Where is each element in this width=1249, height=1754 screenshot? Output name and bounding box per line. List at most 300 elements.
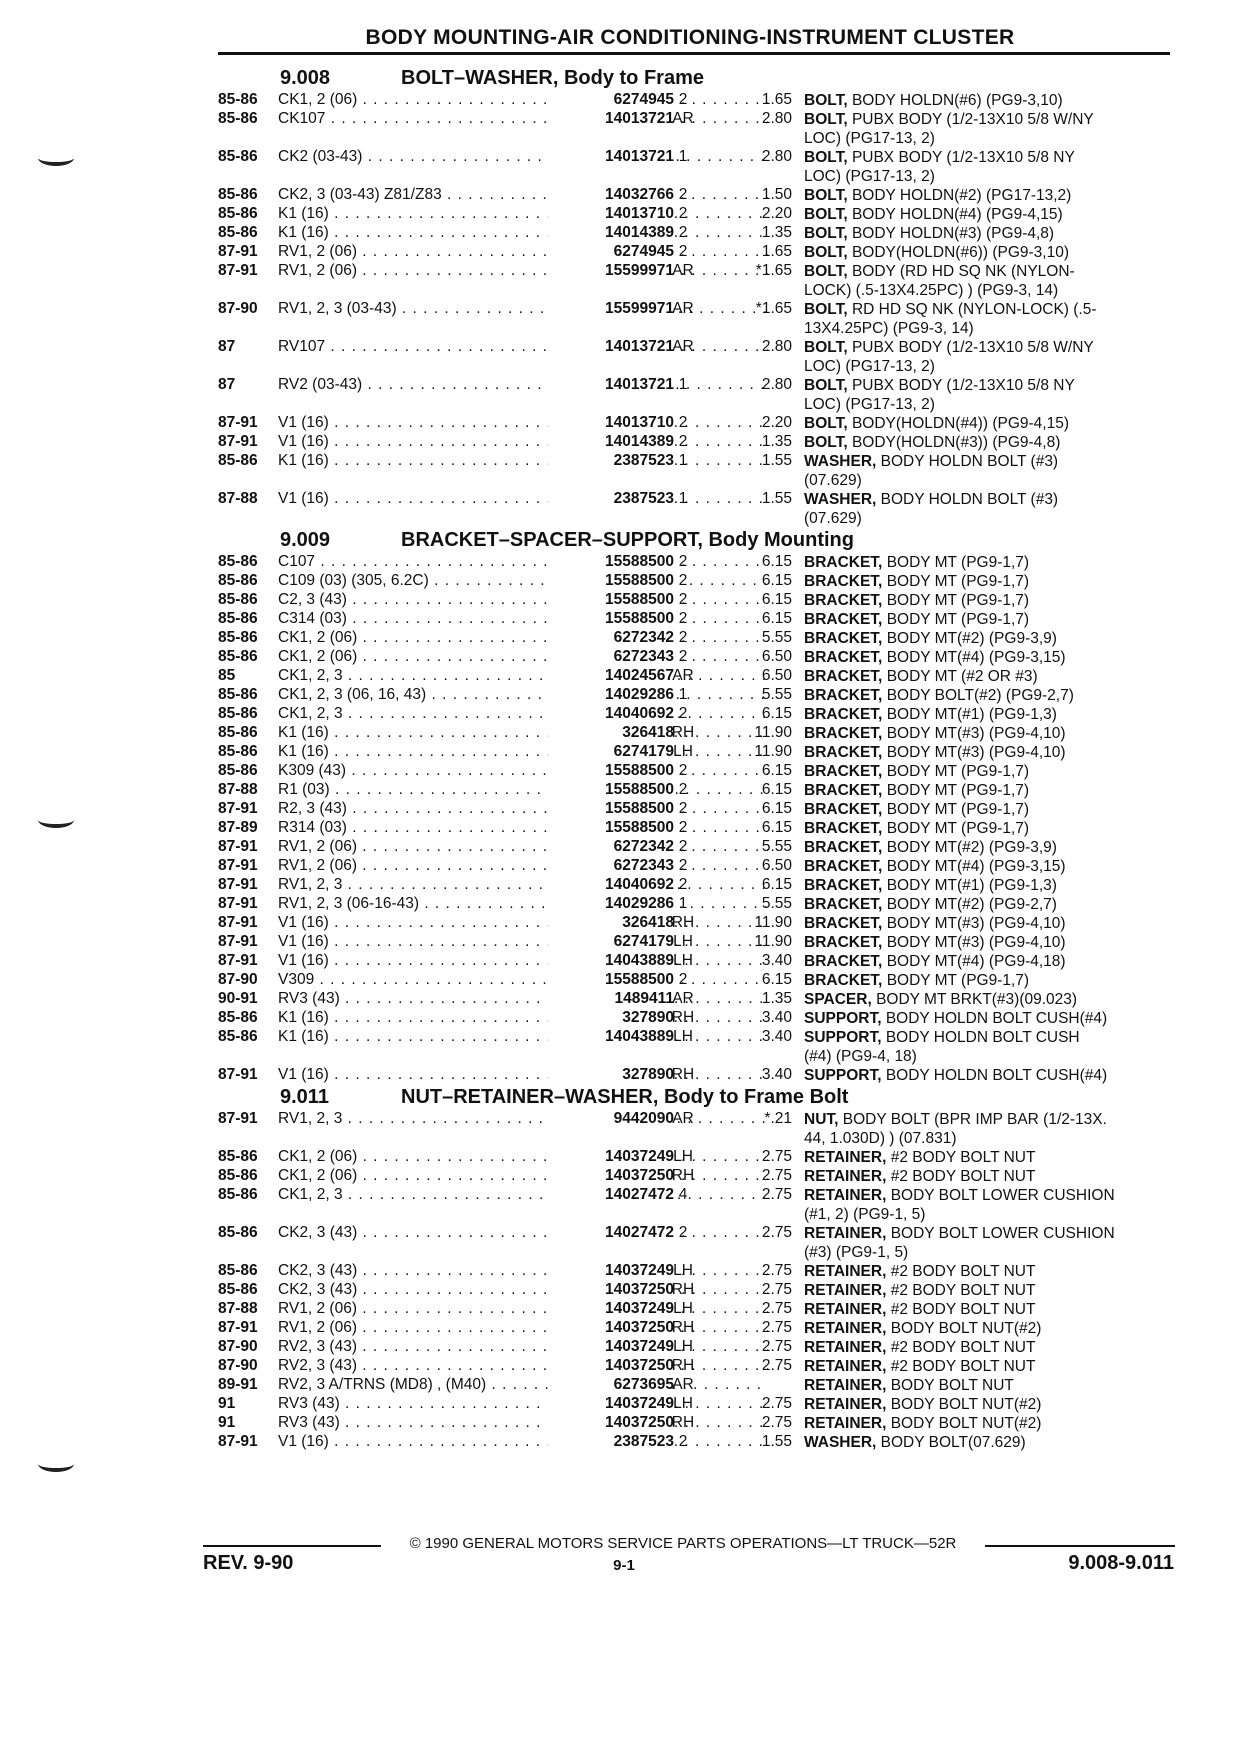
price: 1.35 xyxy=(761,224,792,241)
part-detail: BODY BOLT (BPR IMP BAR (1/2-13X. xyxy=(842,1111,1107,1128)
application: CK1, 2 (06) . . . xyxy=(278,648,768,666)
application: V309 . . . xyxy=(278,971,768,989)
application: CK1, 2, 3 . . . xyxy=(278,667,768,685)
price: 3.40 xyxy=(761,1066,792,1083)
part-name: RETAINER, xyxy=(804,1263,887,1280)
model-year: 85-86 xyxy=(218,205,258,222)
application: CK2, 3 (43) . . . xyxy=(278,1281,768,1299)
part-number: 15599971 xyxy=(548,262,674,280)
part-number: 14040692 xyxy=(548,705,674,723)
price: 1.55 xyxy=(761,1433,792,1450)
binder-hole-mark xyxy=(38,812,74,828)
part-number: 14037250 xyxy=(548,1414,674,1432)
part-name: BRACKET, xyxy=(804,915,883,932)
model-year: 87 xyxy=(218,376,236,393)
model-year: 87-90 xyxy=(218,1357,258,1374)
parts-row xyxy=(218,553,1173,572)
part-detail: BODY MT (PG9-1,7) xyxy=(886,782,1030,799)
part-detail: BODY MT(#1) (PG9-1,3) xyxy=(886,706,1057,723)
price: 6.15 xyxy=(761,591,792,608)
part-detail: BODY MT(#2) (PG9-3,9) xyxy=(886,630,1057,647)
parts-row xyxy=(218,572,1173,591)
part-detail: BODY MT(#3) (PG9-4,10) xyxy=(886,725,1066,742)
part-detail: BODY MT(#4) (PG9-4,18) xyxy=(886,953,1066,970)
part-number: 15599971 xyxy=(548,300,674,318)
price: 5.55 xyxy=(761,895,792,912)
part-number: 14024567 xyxy=(548,667,674,685)
quantity: AR xyxy=(672,300,694,317)
quantity: 1 xyxy=(678,895,688,912)
part-number: 6273695 xyxy=(548,1376,674,1394)
part-name: BRACKET, xyxy=(804,877,883,894)
application: C2, 3 (43) . . . xyxy=(278,591,768,609)
model-year: 85-86 xyxy=(218,452,258,469)
part-name: BRACKET, xyxy=(804,668,883,685)
parts-row xyxy=(218,800,1173,819)
part-name: RETAINER, xyxy=(804,1358,887,1375)
quantity: AR xyxy=(672,262,694,279)
section-title: BOLT–WASHER, Body to Frame xyxy=(401,67,704,89)
application: K1 (16) . . . xyxy=(278,224,768,242)
model-year: 85-86 xyxy=(218,1148,258,1165)
part-name: RETAINER, xyxy=(804,1396,887,1413)
price: 1.50 xyxy=(761,186,792,203)
part-number: 14037250 xyxy=(548,1319,674,1337)
part-detail: BODY HOLDN BOLT (#3) xyxy=(880,453,1059,470)
part-number: 14013710 xyxy=(548,205,674,223)
quantity: RH xyxy=(671,1009,695,1026)
part-name: RETAINER, xyxy=(804,1339,887,1356)
part-detail: BODY MT(#3) (PG9-4,10) xyxy=(886,744,1066,761)
part-description xyxy=(804,338,1176,376)
price: 1.55 xyxy=(761,452,792,469)
application: RV1, 2 (06) . . . xyxy=(278,1300,768,1318)
model-year: 85-86 xyxy=(218,705,258,722)
part-detail: BODY MT (#2 OR #3) xyxy=(886,668,1038,685)
part-name: BOLT, xyxy=(804,415,848,432)
quantity: 2 xyxy=(678,781,688,798)
part-number: 14037250 xyxy=(548,1167,674,1185)
part-detail: PUBX BODY (1/2-13X10 5/8 W/NY xyxy=(851,111,1094,128)
part-detail: BODY BOLT NUT(#2) xyxy=(890,1320,1042,1337)
application: RV1, 2 (06) . . . xyxy=(278,838,768,856)
parts-row xyxy=(218,914,1173,933)
part-description xyxy=(804,300,1176,338)
part-number: 326418 xyxy=(548,724,674,742)
application: RV1, 2, 3 . . . xyxy=(278,876,768,894)
application: V1 (16) . . . xyxy=(278,1066,768,1084)
parts-row xyxy=(218,148,1173,186)
application: RV1, 2 (06) . . . xyxy=(278,1319,768,1337)
application: RV107 . . . xyxy=(278,338,768,356)
part-detail-continued: LOCK) (.5-13X4.25PC) ) (PG9-3, 14) xyxy=(804,282,1059,299)
application: CK1, 2 (06) . . . xyxy=(278,629,768,647)
application: RV3 (43) . . . xyxy=(278,1414,768,1432)
part-name: SUPPORT, xyxy=(804,1010,882,1027)
part-number: 14013721 xyxy=(548,376,674,394)
part-detail: PUBX BODY (1/2-13X10 5/8 NY xyxy=(851,149,1075,166)
model-year: 85 xyxy=(218,667,236,684)
parts-row xyxy=(218,262,1173,300)
header-rule xyxy=(218,52,1170,55)
part-number: 14043889 xyxy=(548,952,674,970)
quantity: RH xyxy=(671,1066,695,1083)
model-year: 89-91 xyxy=(218,1376,258,1393)
quantity: 2 xyxy=(678,1433,688,1450)
part-name: RETAINER, xyxy=(804,1282,887,1299)
quantity: 2 xyxy=(678,838,688,855)
quantity: AR xyxy=(672,667,694,684)
application: RV1, 2, 3 (06-16-43) . . . xyxy=(278,895,768,913)
application: RV2, 3 A/TRNS (MD8) , (M40) . . . xyxy=(278,1376,768,1394)
part-detail: BODY MT(#3) (PG9-4,10) xyxy=(886,915,1066,932)
quantity: 1 xyxy=(678,452,688,469)
part-name: SUPPORT, xyxy=(804,1067,882,1084)
part-name: WASHER, xyxy=(804,453,877,470)
price: 6.15 xyxy=(761,800,792,817)
part-description xyxy=(804,490,1176,528)
part-name: BRACKET, xyxy=(804,934,883,951)
model-year: 85-86 xyxy=(218,148,258,165)
price: 11.90 xyxy=(754,933,792,950)
part-detail: BODY BOLT(07.629) xyxy=(880,1434,1026,1451)
quantity: RH xyxy=(671,1319,695,1336)
page-title: BODY MOUNTING-AIR CONDITIONING-INSTRUMENT CLUSTER xyxy=(365,26,1015,49)
price: 2.75 xyxy=(761,1357,792,1374)
parts-row xyxy=(218,414,1173,433)
application: RV1, 2, 3 . . . xyxy=(278,1110,768,1128)
parts-row xyxy=(218,376,1173,414)
part-detail: #2 BODY BOLT NUT xyxy=(890,1339,1036,1356)
application: RV2 (03-43) . . . xyxy=(278,376,768,394)
part-name: BOLT, xyxy=(804,149,848,166)
part-description xyxy=(804,376,1176,414)
price: 5.55 xyxy=(761,686,792,703)
quantity: 1 xyxy=(678,686,688,703)
parts-sections xyxy=(218,66,1173,1452)
part-name: BOLT, xyxy=(804,225,848,242)
parts-row xyxy=(218,990,1173,1009)
price: 11.90 xyxy=(754,724,792,741)
part-name: BRACKET, xyxy=(804,858,883,875)
parts-row xyxy=(218,1110,1173,1148)
quantity: 2 xyxy=(678,243,688,260)
part-number: 6272343 xyxy=(548,857,674,875)
part-name: BRACKET, xyxy=(804,820,883,837)
quantity: 2 xyxy=(678,857,688,874)
price: 2.80 xyxy=(761,148,792,165)
part-detail: BODY MT(#1) (PG9-1,3) xyxy=(886,877,1057,894)
part-number: 6272343 xyxy=(548,648,674,666)
application: CK1, 2, 3 (06, 16, 43) . . . xyxy=(278,686,768,704)
part-number: 15588500 xyxy=(548,610,674,628)
application: V1 (16) . . . xyxy=(278,933,768,951)
model-year: 87-91 xyxy=(218,1433,258,1450)
part-name: BOLT, xyxy=(804,92,848,109)
application: R1 (03) . . . xyxy=(278,781,768,799)
price: 1.35 xyxy=(761,990,792,1007)
binder-hole-mark xyxy=(38,1456,74,1472)
model-year: 85-86 xyxy=(218,1186,258,1203)
application: RV3 (43) . . . xyxy=(278,1395,768,1413)
part-description xyxy=(804,1186,1176,1224)
quantity: 2 xyxy=(678,800,688,817)
part-detail: PUBX BODY (1/2-13X10 5/8 W/NY xyxy=(851,339,1094,356)
parts-row xyxy=(218,819,1173,838)
quantity: 2 xyxy=(678,591,688,608)
application: K1 (16) . . . xyxy=(278,1009,768,1027)
application: CK107 . . . xyxy=(278,110,768,128)
part-name: BRACKET, xyxy=(804,573,883,590)
quantity: RH xyxy=(671,724,695,741)
parts-row xyxy=(218,1167,1173,1186)
price: 11.90 xyxy=(754,914,792,931)
parts-row xyxy=(218,1338,1173,1357)
parts-row xyxy=(218,667,1173,686)
parts-row xyxy=(218,952,1173,971)
quantity: LH xyxy=(673,1395,693,1412)
application: CK2, 3 (43) . . . xyxy=(278,1262,768,1280)
price: 1.55 xyxy=(761,490,792,507)
part-detail: BODY MT (PG9-1,7) xyxy=(886,820,1030,837)
price: 1.35 xyxy=(761,433,792,450)
part-name: BOLT, xyxy=(804,301,848,318)
price: 6.15 xyxy=(761,971,792,988)
section-title: BRACKET–SPACER–SUPPORT, Body Mounting xyxy=(401,529,854,551)
part-detail: BODY HOLDN(#2) (PG17-13,2) xyxy=(851,187,1072,204)
section-range: 9.008-9.011 xyxy=(1068,1552,1174,1574)
model-year: 85-86 xyxy=(218,224,258,241)
model-year: 91 xyxy=(218,1395,236,1412)
model-year: 87-91 xyxy=(218,433,258,450)
part-detail: BODY MT(#2) (PG9-2,7) xyxy=(886,896,1057,913)
model-year: 85-86 xyxy=(218,572,258,589)
price: 1.65 xyxy=(761,243,792,260)
part-number: 14032766 xyxy=(548,186,674,204)
part-detail-continued: LOC) (PG17-13, 2) xyxy=(804,130,935,147)
part-number: 9442090 xyxy=(548,1110,674,1128)
part-detail: #2 BODY BOLT NUT xyxy=(890,1358,1036,1375)
quantity: 2 xyxy=(678,553,688,570)
part-detail: #2 BODY BOLT NUT xyxy=(890,1282,1036,1299)
quantity: 2 xyxy=(678,876,688,893)
part-detail: BODY BOLT LOWER CUSHION xyxy=(890,1225,1115,1242)
part-description xyxy=(804,1028,1176,1066)
part-detail: BODY MT(#4) (PG9-3,15) xyxy=(886,858,1066,875)
part-description xyxy=(804,110,1176,148)
quantity: 2 xyxy=(678,186,688,203)
part-detail: BODY MT (PG9-1,7) xyxy=(886,554,1030,571)
model-year: 85-86 xyxy=(218,1262,258,1279)
price: *.21 xyxy=(764,1110,792,1127)
price: 6.15 xyxy=(761,762,792,779)
price: 6.15 xyxy=(761,819,792,836)
quantity: LH xyxy=(673,1028,693,1045)
parts-row xyxy=(218,452,1173,490)
part-name: BOLT, xyxy=(804,187,848,204)
section-heading xyxy=(218,1085,1173,1110)
application: CK2, 3 (43) . . . xyxy=(278,1224,768,1242)
application: RV1, 2, 3 (03-43) . . . xyxy=(278,300,768,318)
price: 6.15 xyxy=(761,781,792,798)
section-heading xyxy=(218,66,1173,91)
price: 6.15 xyxy=(761,572,792,589)
part-name: BRACKET, xyxy=(804,630,883,647)
part-name: BRACKET, xyxy=(804,706,883,723)
model-year: 90-91 xyxy=(218,990,258,1007)
price: 2.75 xyxy=(761,1414,792,1431)
part-detail: BODY MT (PG9-1,7) xyxy=(886,972,1030,989)
part-name: RETAINER, xyxy=(804,1301,887,1318)
price: 2.80 xyxy=(761,376,792,393)
section-heading xyxy=(218,528,1173,553)
parts-row xyxy=(218,1433,1173,1452)
model-year: 87-91 xyxy=(218,857,258,874)
quantity: 1 xyxy=(678,148,688,165)
parts-row xyxy=(218,610,1173,629)
part-name: RETAINER, xyxy=(804,1168,887,1185)
model-year: 87-91 xyxy=(218,1066,258,1083)
part-number: 15588500 xyxy=(548,553,674,571)
part-detail-continued: LOC) (PG17-13, 2) xyxy=(804,358,935,375)
application: RV1, 2 (06) . . . xyxy=(278,857,768,875)
binder-hole-mark xyxy=(38,150,74,166)
section-number: 9.009 xyxy=(280,529,331,551)
price: 2.75 xyxy=(761,1281,792,1298)
model-year: 85-86 xyxy=(218,686,258,703)
part-description xyxy=(804,262,1176,300)
part-detail: PUBX BODY (1/2-13X10 5/8 NY xyxy=(851,377,1075,394)
application: R2, 3 (43) . . . xyxy=(278,800,768,818)
parts-row xyxy=(218,1066,1173,1085)
application: RV3 (43) . . . xyxy=(278,990,768,1008)
part-detail: BODY MT(#3) (PG9-4,10) xyxy=(886,934,1066,951)
part-detail: BODY BOLT LOWER CUSHION xyxy=(890,1187,1115,1204)
model-year: 85-86 xyxy=(218,591,258,608)
part-number: 327890 xyxy=(548,1009,674,1027)
model-year: 87-90 xyxy=(218,971,258,988)
parts-row xyxy=(218,1028,1173,1066)
part-detail: BODY HOLDN BOLT CUSH(#4) xyxy=(885,1010,1108,1027)
parts-row xyxy=(218,1395,1173,1414)
quantity: RH xyxy=(671,1167,695,1184)
part-detail: BODY HOLDN BOLT CUSH(#4) xyxy=(885,1067,1108,1084)
part-number: 14037249 xyxy=(548,1148,674,1166)
quantity: 4 xyxy=(678,1186,688,1203)
parts-row xyxy=(218,724,1173,743)
price: 3.40 xyxy=(761,1009,792,1026)
part-name: RETAINER, xyxy=(804,1377,887,1394)
quantity: 2 xyxy=(678,971,688,988)
quantity: LH xyxy=(673,1338,693,1355)
part-detail: BODY MT (PG9-1,7) xyxy=(886,592,1030,609)
part-name: BOLT, xyxy=(804,377,848,394)
quantity: 2 xyxy=(678,1224,688,1241)
application: CK1, 2, 3 . . . xyxy=(278,705,768,723)
price: *1.65 xyxy=(755,262,792,279)
quantity: AR xyxy=(672,1110,694,1127)
part-number: 14014389 xyxy=(548,433,674,451)
part-number: 14037249 xyxy=(548,1395,674,1413)
application: RV1, 2 (06) . . . xyxy=(278,262,768,280)
part-detail: BODY(HOLDN(#3)) (PG9-4,8) xyxy=(851,434,1061,451)
part-number: 14040692 xyxy=(548,876,674,894)
part-detail: BODY MT (PG9-1,7) xyxy=(886,801,1030,818)
part-number: 6274945 xyxy=(548,91,674,109)
model-year: 85-86 xyxy=(218,724,258,741)
application: K1 (16) . . . xyxy=(278,205,768,223)
price: 5.55 xyxy=(761,629,792,646)
model-year: 87 xyxy=(218,338,236,355)
application: V1 (16) . . . xyxy=(278,952,768,970)
price: 2.75 xyxy=(761,1262,792,1279)
price: 2.75 xyxy=(761,1186,792,1203)
part-name: BRACKET, xyxy=(804,725,883,742)
part-number: 6274179 xyxy=(548,743,674,761)
price: 2.80 xyxy=(761,338,792,355)
application: V1 (16) . . . xyxy=(278,914,768,932)
section-title: NUT–RETAINER–WASHER, Body to Frame Bolt xyxy=(401,1086,849,1108)
part-detail-continued: (07.629) xyxy=(804,510,862,527)
quantity: 2 xyxy=(678,433,688,450)
part-number: 14013721 xyxy=(548,148,674,166)
part-number: 2387523 xyxy=(548,1433,674,1451)
part-detail: BODY BOLT(#2) (PG9-2,7) xyxy=(886,687,1074,704)
part-name: WASHER, xyxy=(804,1434,877,1451)
quantity: 2 xyxy=(678,819,688,836)
parts-row xyxy=(218,895,1173,914)
quantity: 2 xyxy=(678,648,688,665)
part-number: 14013710 xyxy=(548,414,674,432)
price: *1.65 xyxy=(755,300,792,317)
model-year: 87-91 xyxy=(218,243,258,260)
model-year: 87-91 xyxy=(218,933,258,950)
model-year: 85-86 xyxy=(218,610,258,627)
part-name: BRACKET, xyxy=(804,801,883,818)
part-name: BRACKET, xyxy=(804,782,883,799)
parts-row xyxy=(218,1148,1173,1167)
model-year: 85-86 xyxy=(218,743,258,760)
part-name: BOLT, xyxy=(804,339,848,356)
price: 2.20 xyxy=(761,414,792,431)
quantity: 2 xyxy=(678,629,688,646)
quantity: LH xyxy=(673,952,693,969)
part-detail: BODY MT(#4) (PG9-3,15) xyxy=(886,649,1066,666)
parts-row xyxy=(218,1186,1173,1224)
part-name: BRACKET, xyxy=(804,972,883,989)
model-year: 91 xyxy=(218,1414,236,1431)
part-number: 15588500 xyxy=(548,800,674,818)
application: CK1, 2 (06) . . . xyxy=(278,91,768,109)
quantity: 2 xyxy=(678,224,688,241)
parts-row xyxy=(218,91,1173,110)
model-year: 87-88 xyxy=(218,1300,258,1317)
price: 2.20 xyxy=(761,205,792,222)
model-year: 85-86 xyxy=(218,629,258,646)
application: RV2, 3 (43) . . . xyxy=(278,1338,768,1356)
price: 2.75 xyxy=(761,1224,792,1241)
part-detail: BODY BOLT NUT(#2) xyxy=(890,1396,1042,1413)
parts-row xyxy=(218,1414,1173,1433)
model-year: 85-86 xyxy=(218,762,258,779)
parts-row xyxy=(218,1357,1173,1376)
part-detail-continued: (07.629) xyxy=(804,472,862,489)
part-detail-continued: LOC) (PG17-13, 2) xyxy=(804,168,935,185)
application: K1 (16) . . . xyxy=(278,1028,768,1046)
application: V1 (16) . . . xyxy=(278,490,768,508)
part-number: 14037250 xyxy=(548,1281,674,1299)
part-name: BRACKET, xyxy=(804,554,883,571)
